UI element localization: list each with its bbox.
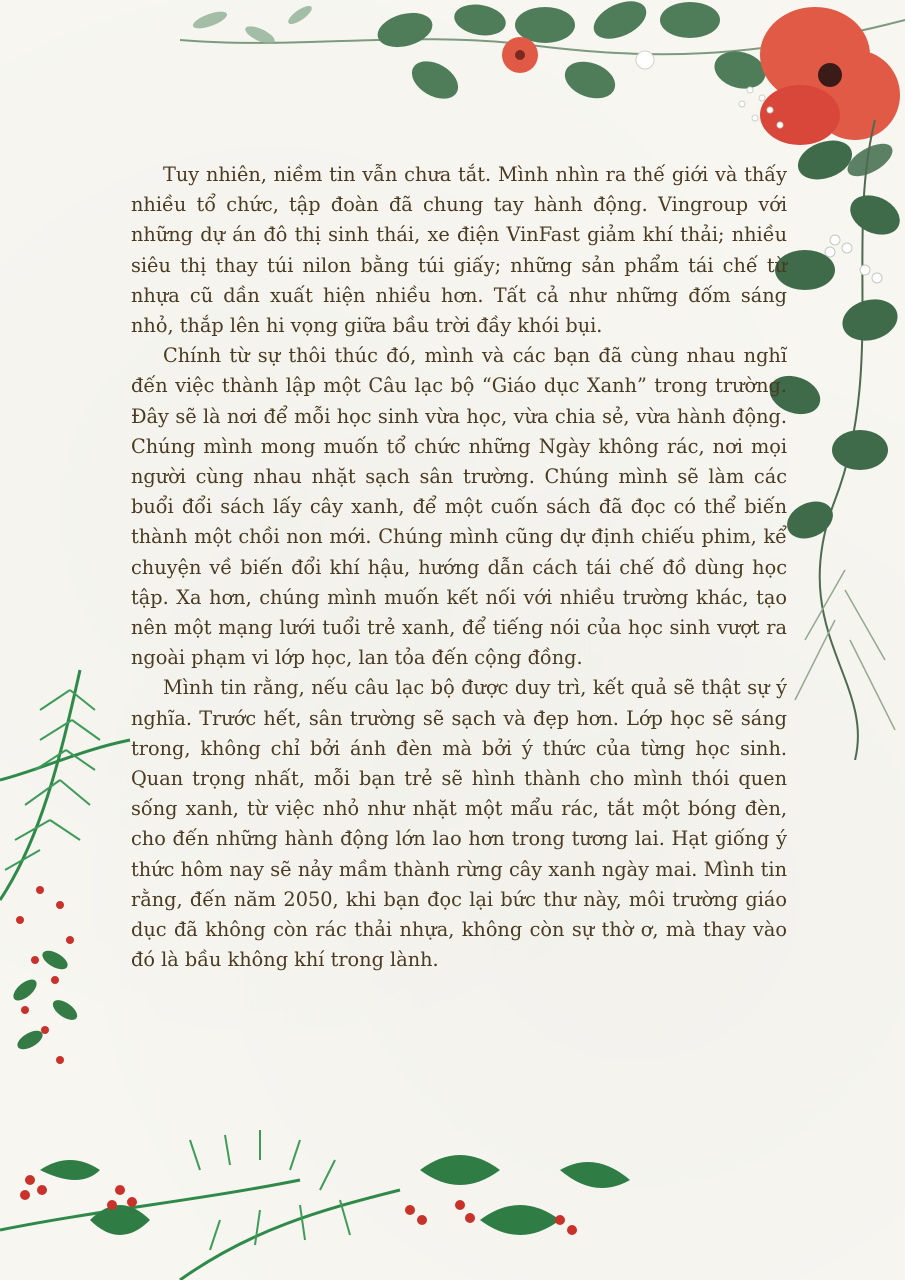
paragraph-2: Chính từ sự thôi thúc đó, mình và các bạn đã cùng nhau nghĩ đến việc thành lập một Câu lạc bộ “Giáo dục Xanh” trong trường. Đây sẽ là nơi để mỗi học sinh vừa học, vừa chia sẻ, vừa hành động. Chúng mình mong muốn tổ chức những Ngày không rác, nơi mọi người cùng nhau nhặt sạch sân trường. Chúng mình sẽ làm các buổi đổi sách lấy cây xanh, để một cuốn sách đã đọc có thể biến thành một chồi non mới. Chúng mình cũng dự định chiếu phim, kể chuyện về biến đổi khí hậu, hướng dẫn cách tái chế đồ dùng học tập. Xa hơn, chúng mình muốn kết nối với nhiều trường khác, tạo nên một mạng lưới tuổi trẻ xanh, để tiếng nói của học sinh vượt ra ngoài phạm vi lớp học, lan tỏa đến cộng đồng. bbox=[131, 344, 787, 670]
letter-body bbox=[131, 160, 787, 975]
holly-berries-icon bbox=[0, 1110, 640, 1280]
paragraph-3: Mình tin rằng, nếu câu lạc bộ được duy trì, kết quả sẽ thật sự ý nghĩa. Trước hết, sân trường sẽ sạch và đẹp hơn. Lớp học sẽ sáng trong, không chỉ bởi ánh đèn mà bởi ý thức của từng học sinh. Quan trọng nhất, mỗi bạn trẻ sẽ hình thành cho mình thói quen sống xanh, từ việc nhỏ như nhặt một mẩu rác, tắt một bóng đèn, cho đến những hành động lớn lao hơn trong tương lai. Hạt giống ý thức hôm nay sẽ nảy mầm thành rừng cây xanh ngày mai. Mình tin rằng, đến năm 2050, khi bạn đọc lại bức thư này, môi trường giáo dục đã không còn rác thải nhựa, không còn sự thờ ơ, mà thay vào đó là bầu không khí trong lành. bbox=[131, 676, 787, 972]
pine-branch-icon bbox=[0, 660, 135, 1130]
paragraph-1: Tuy nhiên, niềm tin vẫn chưa tắt. Mình nhìn ra thế giới và thấy nhiều tổ chức, tập đoàn đã chung tay hành động. Vingroup với những dự án đô thị sinh thái, xe điện VinFast giảm khí thải; nhiều siêu thị thay túi nilon bằng túi giấy; những sản phẩm tái chế từ nhựa cũ dần xuất hiện nhiều hơn. Tất cả như những đốm sáng nhỏ, thắp lên hi vọng giữa bầu trời đầy khói bụi. bbox=[131, 163, 787, 338]
